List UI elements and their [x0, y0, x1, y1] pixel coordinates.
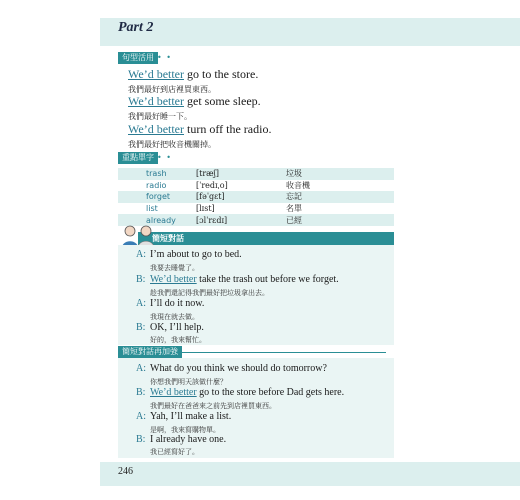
practice-translation-2: 我們最好在爸爸來之前先到店裡買東西。: [150, 402, 276, 410]
speaker-label: B:: [136, 322, 146, 333]
practice-line-3: Yah, I’ll make a list.: [150, 411, 232, 422]
vocab-row: trash [træʃ] 垃圾: [118, 168, 394, 180]
dialog-line-1: I’m about to go to bed.: [150, 249, 242, 260]
pattern-translation-2: 我們最好睡一下。: [128, 112, 192, 121]
vocab-table: [118, 168, 394, 226]
practice-line-4: I already have one.: [150, 434, 227, 445]
vocab-row: radio [ˈredɪˌo] 收音機: [146, 180, 310, 190]
section-dots: • •: [157, 53, 172, 62]
dialog-section-label: 簡短對話: [152, 234, 184, 243]
vocab-row: already [ɔlˈrɛdɪ] 已經: [118, 214, 394, 226]
speaker-label: A:: [136, 363, 146, 374]
dialog-translation-2: 趁我們還記得我們最好把垃圾拿出去。: [150, 289, 269, 297]
dialog-translation-1: 我要去睡覺了。: [150, 264, 199, 272]
dialog-line-4: OK, I’ll help.: [150, 322, 204, 333]
pattern-translation-1: 我們最好到店裡買東西。: [128, 85, 216, 94]
speaker-label: B:: [136, 434, 146, 445]
footer-band: [100, 462, 520, 486]
pattern-translation-3: 我們最好把收音機關掉。: [128, 140, 216, 149]
pattern-sentence-2: We’d better get some sleep.: [128, 94, 261, 108]
header-band: [0, 0, 520, 48]
pattern-section-label: 句型活用: [118, 52, 158, 64]
practice-translation-4: 我已經寫好了。: [150, 448, 199, 456]
vocab-row: forget [fəˈgɛt] 忘記: [118, 191, 394, 203]
dialog-header: [138, 232, 394, 245]
practice-divider: [176, 352, 386, 353]
practice-translation-3: 是啊，我來寫購物單。: [150, 426, 220, 434]
dialog-translation-3: 我現在就去做。: [150, 313, 199, 321]
section-dots: • •: [157, 153, 172, 162]
part-title: Part 2: [118, 20, 154, 35]
speaker-label: B:: [136, 274, 146, 285]
pattern-sentence-3: We’d better turn off the radio.: [128, 122, 272, 136]
header-bar: [100, 18, 520, 46]
practice-line-1: What do you think we should do tomorrow?: [150, 363, 327, 374]
dialog-line-3: I’ll do it now.: [150, 298, 205, 309]
vocab-section-label: 重點單字: [118, 152, 158, 164]
dialog-translation-4: 好的，我來幫忙。: [150, 336, 206, 344]
page-number: 246: [118, 466, 133, 477]
practice-section-label: 簡短對話再加強: [118, 346, 182, 358]
speaker-label: A:: [136, 411, 146, 422]
practice-translation-1: 你想我們明天該做什麼？: [150, 378, 227, 386]
practice-line-2: We’d better go to the store before Dad gets here.: [150, 387, 345, 398]
speaker-label: A:: [136, 249, 146, 260]
vocab-row: list [lɪst] 名單: [146, 204, 302, 214]
speaker-label: B:: [136, 387, 146, 398]
pattern-sentence-1: We’d better go to the store.: [128, 67, 259, 81]
speaker-label: A:: [136, 298, 146, 309]
dialog-line-2: We’d better take the trash out before we forget.: [150, 274, 339, 285]
